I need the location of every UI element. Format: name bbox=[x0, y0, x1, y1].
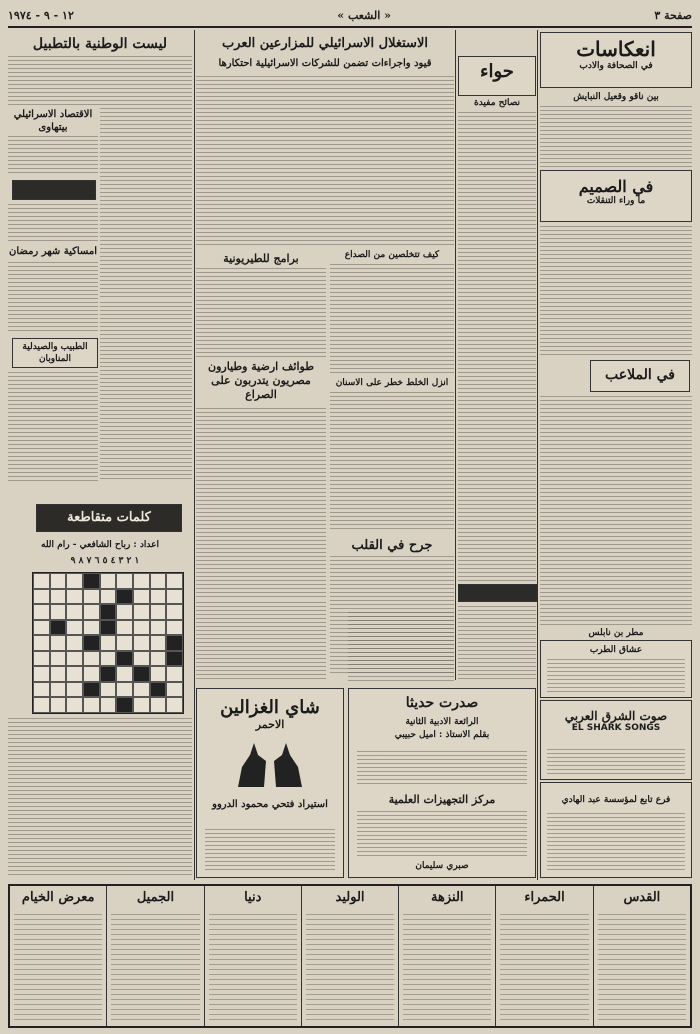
crossword-cell bbox=[100, 651, 117, 667]
right-col-byline: مطر بن نابلس bbox=[588, 628, 644, 638]
crossword-cell bbox=[166, 589, 183, 605]
sports-header-box bbox=[590, 360, 690, 392]
ramadan-text bbox=[8, 262, 98, 332]
branch-ad-title: فرع تابع لمؤسسة عبد الهادي bbox=[561, 795, 671, 805]
crossword-clues bbox=[8, 718, 192, 878]
gazelles-icon bbox=[220, 737, 320, 793]
crossword-cell bbox=[166, 635, 183, 651]
crossword-cell bbox=[150, 620, 167, 636]
crossword-cell bbox=[83, 620, 100, 636]
crossword-cell bbox=[66, 573, 83, 589]
left-headline: ليست الوطنية بالتطبيل bbox=[32, 36, 168, 52]
crossword-cell bbox=[83, 682, 100, 698]
crossword-byline: اعداد : رباح الشافعي - رام الله bbox=[41, 540, 159, 550]
hawa-title: حواء bbox=[480, 61, 514, 82]
crossword-cell bbox=[33, 635, 50, 651]
songs-ad bbox=[540, 700, 692, 780]
cinema-listing-text bbox=[598, 914, 686, 1022]
crossword-banner bbox=[36, 504, 182, 532]
crossword-cell bbox=[33, 604, 50, 620]
cinema-ad bbox=[106, 886, 203, 1026]
crossword-cell bbox=[83, 573, 100, 589]
publishing-author: بقلم الاستاذ : اميل حبيبي bbox=[394, 730, 490, 740]
crossword-cell bbox=[100, 620, 117, 636]
crossword-cell bbox=[33, 651, 50, 667]
crossword-cell bbox=[116, 620, 133, 636]
issue-date: ١٢ - ٩ - ١٩٧٤ bbox=[8, 8, 74, 22]
crossword-cell bbox=[50, 573, 67, 589]
science-center-owner: صبري سليمان bbox=[415, 861, 469, 871]
fi-alsamim-title: في الصميم bbox=[578, 177, 654, 196]
cinema-listing-text bbox=[111, 914, 199, 1022]
crossword-cell bbox=[150, 651, 167, 667]
crossword-cell bbox=[66, 620, 83, 636]
crossword-cell bbox=[166, 620, 183, 636]
crossword-cell bbox=[133, 635, 150, 651]
crossword-cell bbox=[133, 666, 150, 682]
crossword-numbers: ١ ٢ ٣ ٤ ٥ ٦ ٧ ٨ ٩ bbox=[70, 556, 140, 566]
tea-brand: شاي الغزالين bbox=[220, 697, 320, 718]
left-box-strip bbox=[12, 180, 96, 200]
doctor-pharmacy-head: الطبيب والصيدلية المناوبان bbox=[22, 342, 88, 364]
tea-ad-text bbox=[205, 829, 335, 873]
tv-program-text bbox=[196, 268, 326, 358]
crossword-cell bbox=[150, 635, 167, 651]
crossword-cell bbox=[166, 604, 183, 620]
crossword-title: كلمات متقاطعة bbox=[67, 510, 151, 525]
hawa-subtitle: نصائح مفيدة bbox=[473, 98, 521, 108]
crossword-cell bbox=[83, 651, 100, 667]
left-text-5 bbox=[100, 302, 192, 482]
center-text-3 bbox=[196, 602, 326, 682]
main-headline: الاستغلال الاسرائيلي للمزارعين العرب bbox=[222, 36, 428, 51]
lost-head: عشاق الطرب bbox=[589, 645, 643, 655]
tea-importer: استيراد فتحي محمود الدروو bbox=[212, 799, 328, 810]
cinema-listing-text bbox=[306, 914, 394, 1022]
right-col-text-3 bbox=[540, 396, 692, 626]
crossword-cell bbox=[166, 682, 183, 698]
center-text-1 bbox=[330, 264, 454, 374]
center-text-2 bbox=[330, 392, 454, 532]
cinema-listing-text bbox=[500, 914, 588, 1022]
crossword-cell bbox=[116, 651, 133, 667]
crossword-cell bbox=[33, 682, 50, 698]
crossword-cell bbox=[116, 635, 133, 651]
crossword-cell bbox=[66, 666, 83, 682]
science-center-title: مركز التجهيزات العلمية bbox=[388, 793, 496, 806]
crossword-cell bbox=[116, 697, 133, 713]
left-text-2 bbox=[8, 136, 98, 176]
crossword-cell bbox=[150, 697, 167, 713]
crossword-cell bbox=[150, 573, 167, 589]
sub-headline: قيود واجراءات تضمن للشركات الاسرائيلية احتكارها bbox=[218, 58, 432, 69]
masthead bbox=[8, 4, 692, 28]
crossword-cell bbox=[66, 635, 83, 651]
crossword-cell bbox=[100, 697, 117, 713]
column-rule bbox=[194, 30, 195, 880]
crossword-cell bbox=[166, 697, 183, 713]
intikasat-title: انعكاسات bbox=[576, 37, 656, 61]
israeli-economy-head: الاقتصاد الاسرائيلي بيتهاوى bbox=[13, 109, 93, 133]
crossword-cell bbox=[50, 589, 67, 605]
cinema-listing-text bbox=[209, 914, 297, 1022]
fi-alsamim-subtitle: ما وراء التنقلات bbox=[586, 196, 646, 206]
paper-name: « الشعب » bbox=[337, 8, 391, 22]
tea-advertisement bbox=[196, 688, 344, 878]
songs-ad-en: EL SHARK SONGS bbox=[571, 723, 661, 733]
crossword-cell bbox=[33, 589, 50, 605]
crossword-cell bbox=[100, 604, 117, 620]
crossword-cell bbox=[133, 604, 150, 620]
crossword-cell bbox=[100, 666, 117, 682]
crossword-cell bbox=[33, 573, 50, 589]
fi-alsamim-box bbox=[540, 170, 692, 222]
tea-brand-sub: الاحمر bbox=[255, 718, 285, 731]
main-article-text bbox=[196, 76, 454, 246]
crossword-cell bbox=[50, 682, 67, 698]
crossword-cell bbox=[33, 697, 50, 713]
doctor-pharmacy-box bbox=[12, 338, 98, 368]
crossword-cell bbox=[66, 589, 83, 605]
songs-ad-title: صوت الشرق العربي bbox=[564, 709, 668, 723]
crossword-cell bbox=[166, 573, 183, 589]
crossword-cell bbox=[150, 604, 167, 620]
page-number: صفحة ٣ bbox=[654, 8, 692, 22]
crossword-cell bbox=[116, 573, 133, 589]
cinema-name: معرض الخيام bbox=[21, 890, 95, 905]
column-rule bbox=[455, 30, 456, 680]
crossword-cell bbox=[150, 589, 167, 605]
intikasat-header-box bbox=[540, 32, 692, 88]
crossword-cell bbox=[33, 620, 50, 636]
doctor-text bbox=[8, 372, 98, 482]
crossword-cell bbox=[100, 573, 117, 589]
crossword-cell bbox=[83, 666, 100, 682]
tv-program-head: برامج للطيريونية bbox=[223, 252, 299, 265]
publishing-work: الرائعة الادبية الثانية bbox=[405, 717, 479, 727]
crossword-cell bbox=[116, 604, 133, 620]
crossword-cell bbox=[133, 573, 150, 589]
hawa-box-strip bbox=[458, 584, 538, 602]
cinema-ad bbox=[495, 886, 592, 1026]
crossword-cell bbox=[50, 620, 67, 636]
pilots-head: طوائف ارضية وطيارون مصريون يتدربون على الصراع bbox=[208, 360, 314, 401]
crossword-cell bbox=[150, 682, 167, 698]
crossword-cell bbox=[50, 635, 67, 651]
crossword-cell bbox=[66, 682, 83, 698]
crossword-cell bbox=[50, 697, 67, 713]
crossword-cell bbox=[33, 666, 50, 682]
lost-box bbox=[540, 640, 692, 698]
right-col-text-2 bbox=[540, 226, 692, 356]
crossword-cell bbox=[133, 682, 150, 698]
intikasat-subtitle: في الصحافة والادب bbox=[579, 61, 653, 71]
center-subhead-2: انزل الخلط خطر على الاسنان bbox=[335, 378, 449, 388]
cinema-name: دنيا bbox=[244, 890, 262, 905]
publishing-text bbox=[357, 751, 527, 787]
crossword-cell bbox=[133, 651, 150, 667]
lost-text bbox=[547, 659, 685, 693]
crossword-cell bbox=[83, 635, 100, 651]
publishing-title: صدرت حديثا bbox=[405, 695, 479, 711]
left-text-4 bbox=[8, 204, 98, 244]
sports-title: في الملاعب bbox=[605, 367, 675, 383]
cinema-ad bbox=[398, 886, 495, 1026]
cinema-ad bbox=[593, 886, 690, 1026]
crossword-cell bbox=[133, 589, 150, 605]
cinema-ads-strip bbox=[8, 884, 692, 1028]
crossword-cell bbox=[166, 651, 183, 667]
publishing-ad bbox=[348, 688, 536, 878]
pilots-text bbox=[196, 408, 326, 598]
crossword-cell bbox=[83, 589, 100, 605]
crossword-cell bbox=[66, 604, 83, 620]
cinema-listing-text bbox=[403, 914, 491, 1022]
crossword-cell bbox=[50, 666, 67, 682]
crossword-cell bbox=[83, 604, 100, 620]
cinema-name: القدس bbox=[623, 890, 661, 905]
crossword-cell bbox=[66, 697, 83, 713]
center-subhead-1: كيف تتخلصين من الصداع bbox=[344, 250, 440, 260]
right-col-subhead: بين ناقو وقعيل النبايش bbox=[573, 92, 659, 102]
hawa-header-box bbox=[458, 56, 536, 96]
center-text-4 bbox=[348, 612, 454, 682]
cinema-name: الوليد bbox=[335, 890, 365, 905]
cinema-ad bbox=[204, 886, 301, 1026]
crossword-cell bbox=[133, 620, 150, 636]
science-center-text bbox=[357, 811, 527, 857]
crossword-cell bbox=[150, 666, 167, 682]
crossword-grid bbox=[32, 572, 184, 714]
hawa-text bbox=[458, 112, 536, 582]
crossword-cell bbox=[100, 682, 117, 698]
crossword-cell bbox=[66, 651, 83, 667]
crossword-cell bbox=[116, 666, 133, 682]
crossword-cell bbox=[116, 589, 133, 605]
branch-ad-text bbox=[547, 813, 685, 873]
crossword-cell bbox=[83, 697, 100, 713]
crossword-cell bbox=[100, 589, 117, 605]
ramadan-head: امساكية شهر رمضان bbox=[9, 246, 97, 257]
crossword-cell bbox=[116, 682, 133, 698]
branch-ad bbox=[540, 782, 692, 878]
hawa-text-2 bbox=[458, 606, 536, 680]
cinema-ad bbox=[10, 886, 106, 1026]
crossword-cell bbox=[50, 651, 67, 667]
crossword-cell bbox=[100, 635, 117, 651]
left-text-1 bbox=[8, 56, 192, 106]
crossword-cell bbox=[50, 604, 67, 620]
cinema-listing-text bbox=[14, 914, 102, 1022]
cinema-name: النزهة bbox=[431, 890, 464, 905]
cinema-name: الجميل bbox=[136, 890, 175, 905]
songs-ad-text bbox=[547, 749, 685, 775]
left-text-3 bbox=[100, 108, 192, 298]
crossword-cell bbox=[133, 697, 150, 713]
cinema-name: الحمراء bbox=[524, 890, 565, 905]
right-col-text-1 bbox=[540, 106, 692, 168]
column-rule bbox=[537, 30, 538, 880]
cinema-ad bbox=[301, 886, 398, 1026]
crossword-cell bbox=[166, 666, 183, 682]
heart-wound-head: جرح في القلب bbox=[351, 538, 433, 553]
